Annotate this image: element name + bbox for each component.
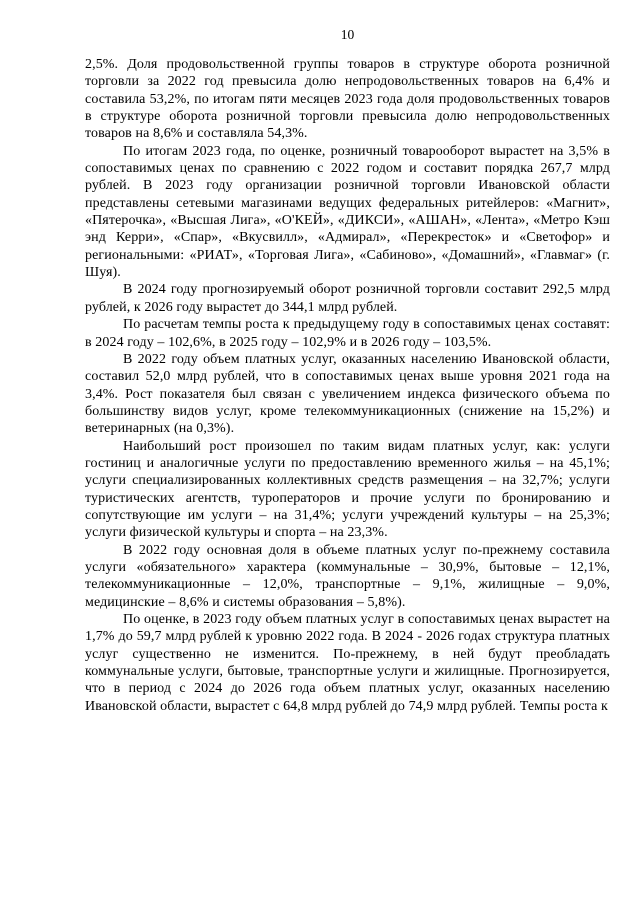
- paragraph-retail-share-continuation: 2,5%. Доля продовольственной группы товаров в структуре оборота розничной торговли за 2022 год превысила долю непродовольственных товаров на 6,4% и составила 53,2%, по итогам пяти месяцев 2023 года доля продовольственных товаров в структуре оборота розничной торговли превысила долю непродовольственных товаров на 8,6% и составляла 54,3%.: [85, 57, 610, 142]
- document-body: [85, 56, 610, 715]
- paragraph-paid-services-structure: В 2022 году основная доля в объеме платных услуг по-прежнему составила услуги «обязательного» характера (коммунальные – 30,9%, бытовые – 12,1%, телекоммуникационные – 12,0%, транспортные – 9,1%, жилищные – 9,0%, медицинские – 8,6% и системы образования – 5,8%).: [85, 542, 610, 610]
- paragraph-paid-services-growth-types: Наибольший рост произошел по таким видам платных услуг, как: услуги гостиниц и аналогичные услуги по предоставлению временного жилья – на 45,1%; услуги специализированных коллективных средств размещения – на 32,7%; услуги туристических агентств, туроператоров и прочие услуги по бронированию и сопутствующие им услуги – на 31,4%; услуги учреждений культуры – на 25,3%; услуги физической культуры и спорта – на 23,3%.: [85, 438, 610, 541]
- paragraph-growth-rates: По расчетам темпы роста к предыдущему году в сопоставимых ценах составят: в 2024 году – 102,6%, в 2025 году – 102,9% и в 2026 году – 103,5%.: [85, 317, 610, 350]
- paragraph-paid-services-2022: В 2022 году объем платных услуг, оказанных населению Ивановской области, составил 52,0 млрд рублей, что в сопоставимых ценах выше уровня 2021 года на 3,4%. Рост показателя был связан с увеличением индекса физического объема по большинству видов услуг, кроме телекоммуникационных (снижение на 15,2%) и ветеринарных (на 0,3%).: [85, 351, 610, 437]
- paragraph-paid-services-forecast: По оценке, в 2023 году объем платных услуг в сопоставимых ценах вырастет на 1,7% до 59,7 млрд рублей к уровню 2022 года. В 2024 - 2026 годах структура платных услуг существенно не изменится. По-прежнему, в ней будут преобладать коммунальные услуги, бытовые, транспортные услуги и жилищные. Прогнозируется, что в период с 2024 до 2026 года объем платных услуг, оказанных населению Ивановской области, вырастет с 64,8 млрд рублей до 74,9 млрд рублей. Темпы роста к: [85, 612, 610, 714]
- page-number: 10: [340, 27, 355, 42]
- paragraph-retail-forecast-2024-2026: В 2024 году прогнозируемый оборот розничной торговли составит 292,5 млрд рублей, к 2026 году вырастет до 344,1 млрд рублей.: [85, 282, 610, 315]
- paragraph-retail-forecast-2023-retailers: По итогам 2023 года, по оценке, розничный товарооборот вырастет на 3,5% в сопоставимых ценах по сравнению с 2022 годом и составит порядка 267,7 млрд рублей. В 2023 году организации розничной торговли Ивановской области представлены сетевыми магазинами ведущих федеральных ритейлеров: «Магнит», «Пятерочка», «Высшая Лига», «О'КЕЙ», «ДИКСИ», «АШАН», «Лента», «Метро Кэш энд Керри», «Спар», «Вкусвилл», «Адмирал», «Перекресток» и «Светофор» и региональными: «РИАТ», «Торговая Лига», «Сабиново», «Домашний», «Главмаг» (г. Шуя).: [85, 143, 610, 281]
